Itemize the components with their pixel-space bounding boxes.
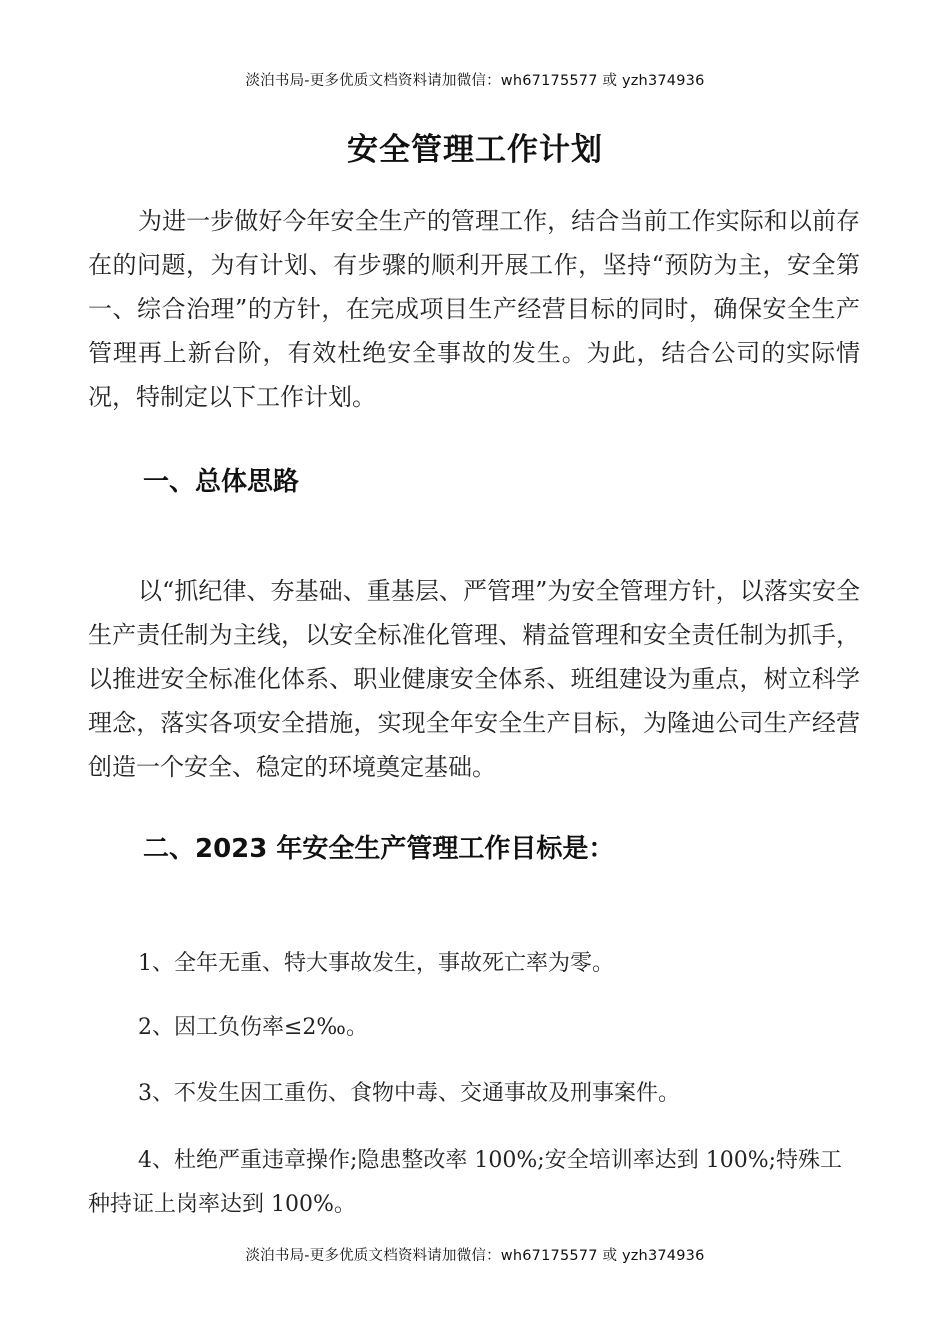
header-watermark-note: 淡泊书局-更多优质文档资料请加微信：wh67175577 或 yzh374936 <box>245 73 705 89</box>
footer-watermark-note: 淡泊书局-更多优质文档资料请加微信：wh67175577 或 yzh374936 <box>245 1248 705 1264</box>
document-title: 安全管理工作计划 <box>347 132 603 168</box>
goal-item: 3、不发生因工重伤、食物中毒、交通事故及刑事案件。 <box>138 1081 680 1106</box>
intro-paragraph: 为进一步做好今年安全生产的管理工作，结合当前工作实际和以前存在的问题，为有计划、有步骤的顺利开展工作，坚持“预防为主，安全第一、综合治理”的方针，在完成项目生产经营目标的同时，确保安全生产管理再上新台阶，有效杜绝安全事故的发生。为此，结合公司的实际情况，特制定以下工作计划。 <box>88 207 860 411</box>
section-heading-annual-goals: 二、2023 年安全生产管理工作目标是： <box>143 834 615 864</box>
section-heading-overall-approach: 一、总体思路 <box>143 467 300 497</box>
goal-item: 2、因工负伤率≤2‰。 <box>138 1015 368 1040</box>
goal-item: 4、杜绝严重违章操作;隐患整改率 100%;安全培训率达到 100%;特殊工种持证上岗率达到 100%。 <box>88 1148 843 1217</box>
goal-item: 1、全年无重、特大事故发生，事故死亡率为零。 <box>138 951 614 976</box>
section-body-overall-approach: 以“抓纪律、夯基础、重基层、严管理”为安全管理方针，以落实安全生产责任制为主线，以安全标准化管理、精益管理和安全责任制为抓手，以推进安全标准化体系、职业健康安全体系、班组建设为重点，树立科学理念，落实各项安全措施，实现全年安全生产目标，为隆迪公司生产经营创造一个安全、稳定的环境奠定基础。 <box>88 577 860 781</box>
